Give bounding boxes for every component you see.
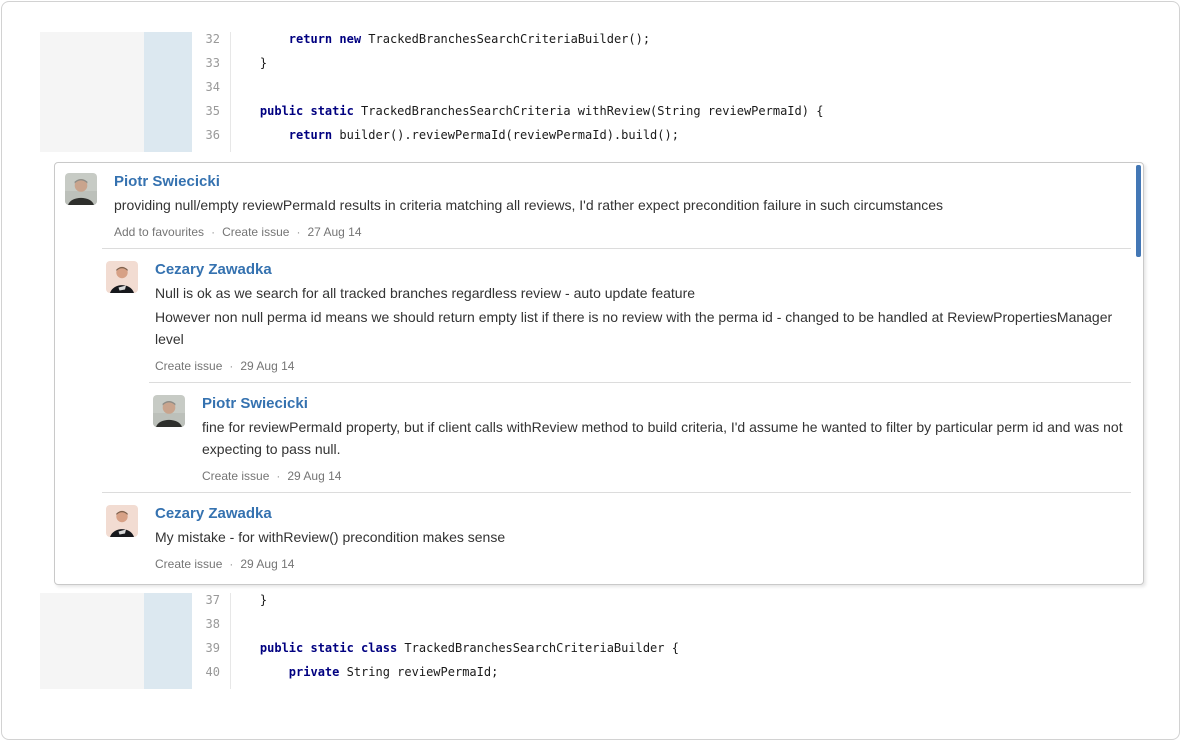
comment <box>149 382 1131 484</box>
code-review-page <box>1 1 1180 740</box>
comment-row <box>153 393 1131 484</box>
line-number[interactable]: 35 <box>205 104 220 118</box>
code-text <box>230 665 1141 689</box>
gutter-changed-area[interactable] <box>144 80 192 104</box>
code-plain: TrackedBranchesSearchCriteriaBuilder(); <box>361 32 651 46</box>
code-plain: builder().reviewPermaId(reviewPermaId).build(); <box>332 128 679 142</box>
code-text <box>230 32 1141 56</box>
comment-date: 29 Aug 14 <box>240 557 295 571</box>
meta-separator: · <box>229 359 234 373</box>
code-plain: TrackedBranchesSearchCriteria withReview(String reviewPermaId) { <box>353 104 824 118</box>
add-to-favourites-link[interactable]: Add to favourites <box>114 225 205 239</box>
gutter-comment-area[interactable] <box>40 593 144 617</box>
code-keyword: private <box>288 665 340 679</box>
gutter-changed-area[interactable] <box>144 56 192 80</box>
line-number[interactable]: 38 <box>205 617 220 631</box>
code-text <box>230 56 1141 80</box>
comment-text <box>155 526 1131 548</box>
line-number[interactable]: 33 <box>205 56 220 70</box>
line-number[interactable]: 39 <box>205 641 220 655</box>
comment-meta <box>155 556 1131 572</box>
user-avatar <box>65 173 97 205</box>
code-plain: String reviewPermaId; <box>339 665 499 679</box>
line-number[interactable]: 37 <box>205 593 220 607</box>
code-keyword: public static <box>259 104 354 118</box>
comment-date: 29 Aug 14 <box>287 469 342 483</box>
comment-meta <box>202 468 1131 484</box>
code-plain <box>231 104 260 118</box>
gutter-comment-area[interactable] <box>40 56 144 80</box>
create-issue-link[interactable]: Create issue <box>202 469 270 483</box>
comment <box>102 248 1131 374</box>
comment-paragraph: providing null/empty reviewPermaId results in criteria matching all reviews, I'd rather expect precondition failure in such circumstances <box>114 197 944 213</box>
gutter-comment-area[interactable] <box>40 32 144 56</box>
code-line <box>40 593 1141 617</box>
gutter-changed-area[interactable] <box>144 641 192 665</box>
gutter-comment-area[interactable] <box>40 104 144 128</box>
code-line <box>40 641 1141 665</box>
comment-paragraph: However non null perma id means we should return empty list if there is no review with the perma id - changed to be handled at ReviewPropertiesManager level <box>155 309 1113 347</box>
comment-row <box>106 259 1131 374</box>
create-issue-link[interactable]: Create issue <box>155 359 223 373</box>
user-avatar <box>106 505 138 537</box>
code-plain <box>231 32 289 46</box>
author-link[interactable]: Piotr Swiecicki <box>202 395 308 412</box>
code-plain: TrackedBranchesSearchCriteriaBuilder { <box>397 641 679 655</box>
code-keyword: public static class <box>259 641 398 655</box>
gutter-changed-area[interactable] <box>144 32 192 56</box>
line-number[interactable]: 36 <box>205 128 220 142</box>
code-line <box>40 128 1141 152</box>
code-line <box>40 80 1141 104</box>
line-number[interactable]: 34 <box>205 80 220 94</box>
create-issue-link[interactable]: Create issue <box>155 557 223 571</box>
gutter-changed-area[interactable] <box>144 617 192 641</box>
comment-divider <box>102 492 1131 493</box>
code-text <box>230 128 1141 152</box>
gutter-comment-area[interactable] <box>40 128 144 152</box>
gutter-comment-area[interactable] <box>40 641 144 665</box>
comment-text <box>202 416 1131 460</box>
meta-separator: · <box>296 225 301 239</box>
code-block-top <box>40 32 1141 152</box>
gutter-comment-area[interactable] <box>40 617 144 641</box>
meta-separator: · <box>211 225 216 239</box>
gutter-changed-area[interactable] <box>144 593 192 617</box>
comment-meta <box>155 358 1131 374</box>
comment-text <box>155 282 1131 350</box>
gutter-changed-area[interactable] <box>144 104 192 128</box>
comment-divider <box>149 382 1131 383</box>
code-block-bottom <box>40 593 1141 689</box>
code-line <box>40 56 1141 80</box>
author-link[interactable]: Cezary Zawadka <box>155 505 272 522</box>
create-issue-link[interactable]: Create issue <box>222 225 290 239</box>
meta-separator: · <box>229 557 234 571</box>
comment <box>102 492 1131 572</box>
author-link[interactable]: Cezary Zawadka <box>155 261 272 278</box>
gutter-comment-area[interactable] <box>40 80 144 104</box>
line-number[interactable]: 40 <box>205 665 220 679</box>
code-plain <box>231 128 289 142</box>
code-plain <box>231 641 260 655</box>
comment-body <box>202 393 1131 484</box>
code-text <box>230 80 1141 104</box>
comment-text <box>114 194 1131 216</box>
comment-row <box>106 503 1131 572</box>
code-text <box>230 593 1141 617</box>
code-plain: } <box>231 593 268 607</box>
comment-divider <box>102 248 1131 249</box>
comment-date: 27 Aug 14 <box>307 225 362 239</box>
code-line <box>40 665 1141 689</box>
gutter-changed-area[interactable] <box>144 665 192 689</box>
comment-body <box>114 171 1131 240</box>
comment-row <box>65 171 1131 240</box>
code-line <box>40 32 1141 56</box>
comment-paragraph: Null is ok as we search for all tracked branches regardless review - auto update feature <box>155 285 696 301</box>
unread-comment-marker <box>1136 165 1141 257</box>
gutter-changed-area[interactable] <box>144 128 192 152</box>
comment <box>65 171 1131 240</box>
comment-paragraph: fine for reviewPermaId property, but if client calls withReview method to build criteria, I'd assume he wanted to filter by particular perm id and was not expecting to pass null. <box>202 419 1123 457</box>
author-link[interactable]: Piotr Swiecicki <box>114 173 220 190</box>
comment-thread <box>54 162 1144 585</box>
code-line <box>40 617 1141 641</box>
code-text <box>230 617 1141 641</box>
line-number[interactable]: 32 <box>205 32 220 46</box>
code-keyword: new <box>339 32 362 46</box>
comment-meta <box>114 224 1131 240</box>
code-keyword: return <box>288 128 333 142</box>
meta-separator: · <box>276 469 281 483</box>
code-plain <box>231 665 289 679</box>
comment-body <box>155 503 1131 572</box>
user-avatar <box>106 261 138 293</box>
code-line <box>40 104 1141 128</box>
comment-body <box>155 259 1131 374</box>
code-text <box>230 104 1141 128</box>
user-avatar <box>153 395 185 427</box>
comment-date: 29 Aug 14 <box>240 359 295 373</box>
code-keyword: return <box>288 32 333 46</box>
gutter-comment-area[interactable] <box>40 665 144 689</box>
code-text <box>230 641 1141 665</box>
code-plain: } <box>231 56 268 70</box>
comment-paragraph: My mistake - for withReview() precondition makes sense <box>155 529 506 545</box>
